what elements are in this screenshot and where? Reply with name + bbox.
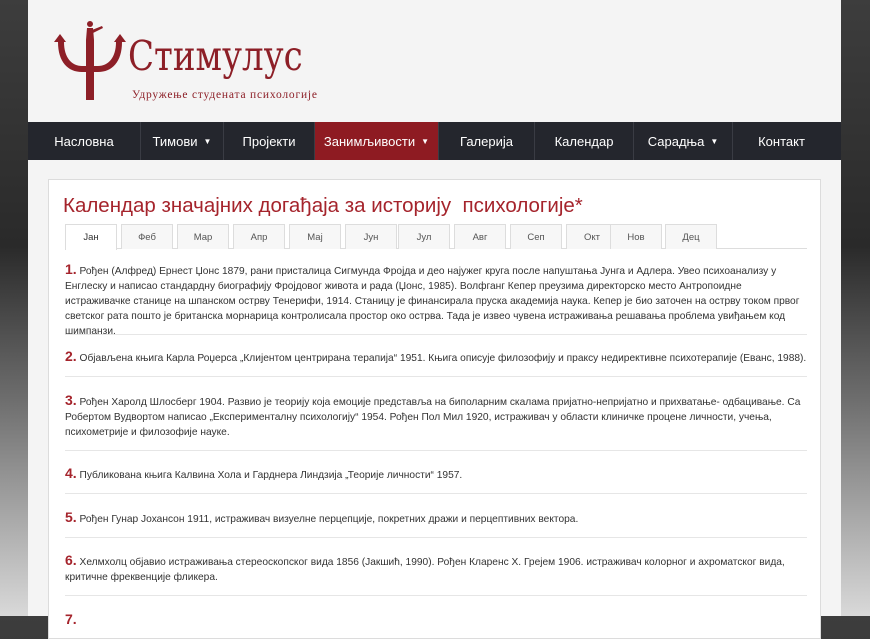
logo-text[interactable]: Стимулус [128,32,303,80]
tab-label: Апр [250,231,268,243]
tab-label: Мар [193,231,213,243]
tab-dec[interactable] [665,224,717,249]
nav-label: Контакт [758,133,805,149]
nav-item-curiosities[interactable] [315,122,439,160]
tab-feb[interactable] [121,224,173,249]
caret-down-icon: ▼ [421,136,430,146]
main-navbar [28,122,841,160]
nav-label: Календар [554,133,614,149]
event-text: Хелмхолц објавио истраживања стереоскопског вида 1856 (Јакшић, 1990). Рођен Кларенс Х. Грејем 1906. истраживач колорног и ахроматског вида, критичне фреквенције фликера. [65,557,785,583]
tab-label: Дец [682,231,700,243]
nav-label: Галерија [460,133,513,149]
tab-label: Јан [83,232,99,243]
event-number: 2. [65,348,77,364]
nav-item-teams[interactable] [141,122,224,160]
header [28,0,841,122]
event-text: Објављена књига Карла Роџерса „Клијентом центрирана терапија“ 1951. Књига описује филозофију и праксу недирективне психотерапије (Еванс, 1988). [79,353,807,364]
event-number: 4. [65,465,77,481]
event-number: 5. [65,509,77,525]
event-number: 7. [65,611,77,627]
month-tabs [65,224,807,249]
tab-label: Феб [138,231,156,243]
page [28,0,841,627]
list-item [65,349,807,377]
nav-item-gallery[interactable] [439,122,535,160]
logo-subtitle: Удружење студената психологије [132,89,318,101]
psi-logo-icon[interactable] [52,20,128,102]
nav-label: Насловна [54,133,114,149]
tab-label: Јун [363,231,379,243]
tab-jun[interactable] [345,224,397,249]
tab-mar[interactable] [177,224,229,249]
list-item [65,466,807,494]
nav-item-home[interactable] [28,122,141,160]
tab-jan[interactable] [65,224,117,250]
list-item [65,393,807,451]
event-text: Рођен (Алфред) Ернест Џонс 1879, рани присталица Сигмунда Фројда и део најужег круга после напуштања Јунга и Адлера. Увео психоанализу у Енглеску и написао стандардну биографију Фројдовог живота и рада (Џонс, 1985). Волфганг Кепер преузима директорско место Антропоидне истраживачке станице на шпанском острву Тенерифи, 1914. Станицу је финансирала пруска академија наука. Кепер је био заточен на острву током првог светског рата пошто је британска морнарица контролисала простор око острва. Тада је извео чувена истраживања решавања проблема увиђањем код шимпанзи. [65,266,800,337]
nav-item-projects[interactable] [224,122,315,160]
caret-down-icon: ▼ [710,136,719,146]
event-text: Публикована књига Калвина Хола и Гарднера Линдзија „Теорије личности“ 1957. [79,470,463,481]
tab-label: Сеп [527,231,545,243]
tab-label: Јул [416,231,432,243]
tab-label: Авг [472,231,488,243]
tab-label: Мај [307,231,323,243]
event-number: 1. [65,261,77,277]
event-number: 6. [65,552,77,568]
nav-item-calendar[interactable] [535,122,634,160]
tab-label: Нов [627,231,645,243]
nav-label: Тимови [152,133,198,149]
tab-sep[interactable] [510,224,562,249]
caret-down-icon: ▼ [203,136,212,146]
page-title: Календар значајних догађаја за историју психологије* [63,194,583,217]
tab-nov[interactable] [610,224,662,249]
event-text: Рођен Харолд Шлосберг 1904. Развио је теорију која емоције представља на биполарним скалама пријатно-непријатно и прихватање- одбацивање. Са Робертом Вудвортом написао „Експерименталну психологију“ 1954. Рођен Пол Мил 1920, истраживач у области клиничке процене личности, учења, психометрије и филозофије науке. [65,397,801,438]
tab-aug[interactable] [454,224,506,249]
list-item [65,553,807,596]
nav-item-contact[interactable] [733,122,830,160]
tab-may[interactable] [289,224,341,249]
event-number: 3. [65,392,77,408]
event-text: Рођен Гунар Јохансон 1911, истраживач визуелне перцепције, покретних дражи и перцептивних вектора. [79,514,579,525]
tab-apr[interactable] [233,224,285,249]
nav-item-cooperation[interactable] [634,122,733,160]
tab-label: Окт [583,231,600,243]
tab-jul[interactable] [398,224,450,249]
content-panel [48,179,821,639]
list-item [65,262,807,335]
list-item [65,612,807,632]
nav-label: Сарадња [647,133,705,149]
nav-label: Пројекти [242,133,296,149]
nav-label: Занимљивости [323,133,416,149]
list-item [65,510,807,538]
